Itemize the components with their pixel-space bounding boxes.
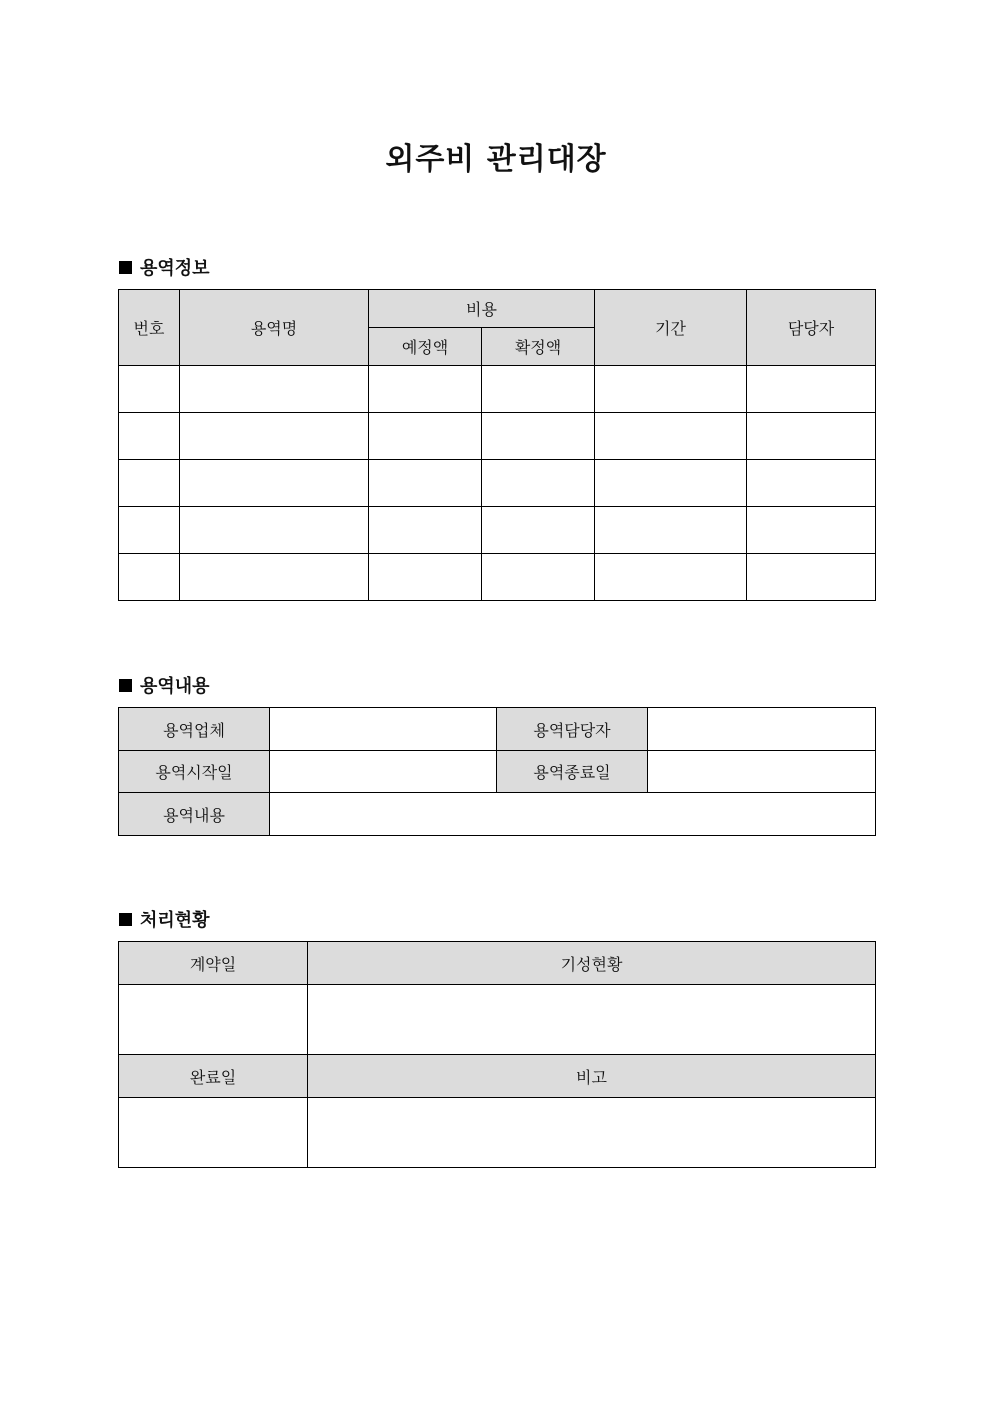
label-progress: 기성현황 (308, 942, 876, 985)
label-company: 용역업체 (119, 708, 270, 751)
document-title: 외주비 관리대장 (385, 142, 607, 177)
section-heading-service-content (119, 672, 210, 698)
cell-estimated[interactable] (369, 507, 482, 554)
cell-estimated[interactable] (369, 554, 482, 601)
field-progress[interactable] (308, 985, 876, 1055)
field-completion-date[interactable] (119, 1098, 308, 1168)
header-cost: 비용 (369, 290, 595, 328)
header-row (119, 290, 876, 328)
table-row (119, 1098, 876, 1168)
black-square-icon (119, 261, 132, 274)
table-row (119, 460, 876, 507)
cell-estimated[interactable] (369, 413, 482, 460)
field-company[interactable] (270, 708, 497, 751)
header-row (119, 942, 876, 985)
header-period: 기간 (595, 290, 747, 366)
cell-period[interactable] (595, 554, 747, 601)
field-content[interactable] (270, 793, 876, 836)
section-heading-label: 용역정보 (140, 258, 210, 279)
header-manager: 담당자 (747, 290, 876, 366)
label-contract-date: 계약일 (119, 942, 308, 985)
cell-service-name[interactable] (180, 554, 369, 601)
table-row (119, 507, 876, 554)
label-content: 용역내용 (119, 793, 270, 836)
cell-number[interactable] (119, 460, 180, 507)
service-content-table (118, 707, 876, 836)
cell-number[interactable] (119, 413, 180, 460)
label-contact: 용역담당자 (497, 708, 648, 751)
field-start-date[interactable] (270, 751, 497, 793)
cell-confirmed[interactable] (482, 413, 595, 460)
cell-manager[interactable] (747, 413, 876, 460)
cell-confirmed[interactable] (482, 554, 595, 601)
header-row (119, 1055, 876, 1098)
section-heading-service-info (119, 254, 210, 280)
cell-confirmed[interactable] (482, 507, 595, 554)
field-contract-date[interactable] (119, 985, 308, 1055)
label-remarks: 비고 (308, 1055, 876, 1098)
table-row (119, 793, 876, 836)
service-info-table (118, 289, 876, 601)
cell-service-name[interactable] (180, 413, 369, 460)
label-end-date: 용역종료일 (497, 751, 648, 793)
cell-number[interactable] (119, 366, 180, 413)
cell-manager[interactable] (747, 460, 876, 507)
field-remarks[interactable] (308, 1098, 876, 1168)
cell-period[interactable] (595, 460, 747, 507)
label-completion-date: 완료일 (119, 1055, 308, 1098)
black-square-icon (119, 679, 132, 692)
label-start-date: 용역시작일 (119, 751, 270, 793)
cell-period[interactable] (595, 507, 747, 554)
processing-status-table (118, 941, 876, 1168)
section-heading-processing-status (119, 906, 210, 932)
section-heading-label: 용역내용 (140, 676, 210, 697)
cell-number[interactable] (119, 554, 180, 601)
cell-number[interactable] (119, 507, 180, 554)
black-square-icon (119, 913, 132, 926)
field-contact[interactable] (648, 708, 876, 751)
header-confirmed: 확정액 (482, 328, 595, 366)
table-row (119, 751, 876, 793)
table-row (119, 985, 876, 1055)
section-heading-label: 처리현황 (140, 910, 210, 931)
field-end-date[interactable] (648, 751, 876, 793)
cell-confirmed[interactable] (482, 366, 595, 413)
table-row (119, 366, 876, 413)
table-row (119, 554, 876, 601)
cell-estimated[interactable] (369, 460, 482, 507)
cell-confirmed[interactable] (482, 460, 595, 507)
header-number: 번호 (119, 290, 180, 366)
cell-manager[interactable] (747, 507, 876, 554)
cell-service-name[interactable] (180, 366, 369, 413)
table-row (119, 708, 876, 751)
header-service-name: 용역명 (180, 290, 369, 366)
cell-manager[interactable] (747, 366, 876, 413)
table-row (119, 413, 876, 460)
header-estimated: 예정액 (369, 328, 482, 366)
cell-period[interactable] (595, 413, 747, 460)
cell-service-name[interactable] (180, 460, 369, 507)
cell-manager[interactable] (747, 554, 876, 601)
cell-service-name[interactable] (180, 507, 369, 554)
cell-period[interactable] (595, 366, 747, 413)
cell-estimated[interactable] (369, 366, 482, 413)
